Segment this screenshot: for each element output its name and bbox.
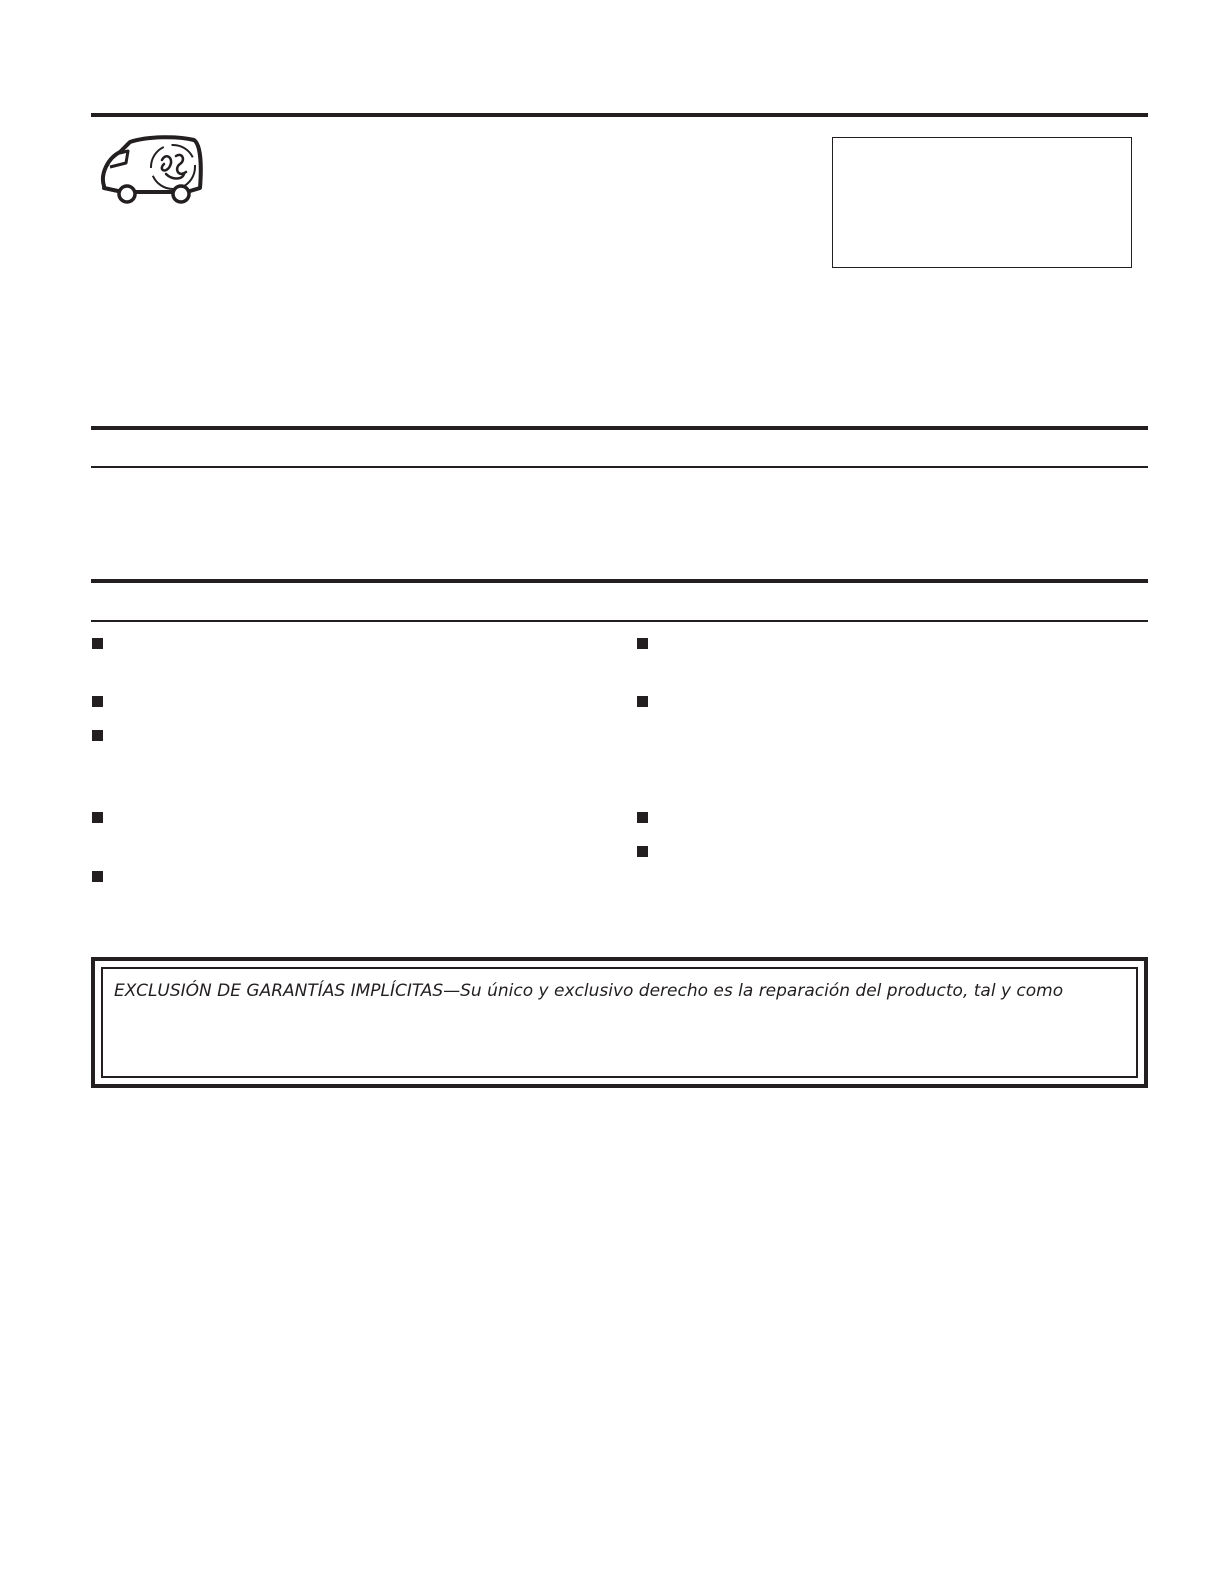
service-truck-icon xyxy=(96,134,204,204)
section-rule-1-sub xyxy=(91,466,1148,468)
square-bullet-icon xyxy=(92,812,103,823)
section-rule-2 xyxy=(91,579,1148,583)
top-rule xyxy=(91,113,1148,117)
square-bullet-icon xyxy=(92,638,103,649)
section-rule-1 xyxy=(91,426,1148,430)
square-bullet-icon xyxy=(637,812,648,823)
square-bullet-icon xyxy=(92,696,103,707)
square-bullet-icon xyxy=(92,730,103,741)
section-rule-2-sub xyxy=(91,620,1148,622)
info-box xyxy=(832,137,1132,268)
square-bullet-icon xyxy=(637,696,648,707)
square-bullet-icon xyxy=(637,846,648,857)
square-bullet-icon xyxy=(92,871,103,882)
implied-warranty-exclusion-text: EXCLUSIÓN DE GARANTÍAS IMPLÍCITAS—Su único y exclusivo derecho es la reparación del producto, tal y como xyxy=(114,981,1064,1001)
square-bullet-icon xyxy=(637,638,648,649)
